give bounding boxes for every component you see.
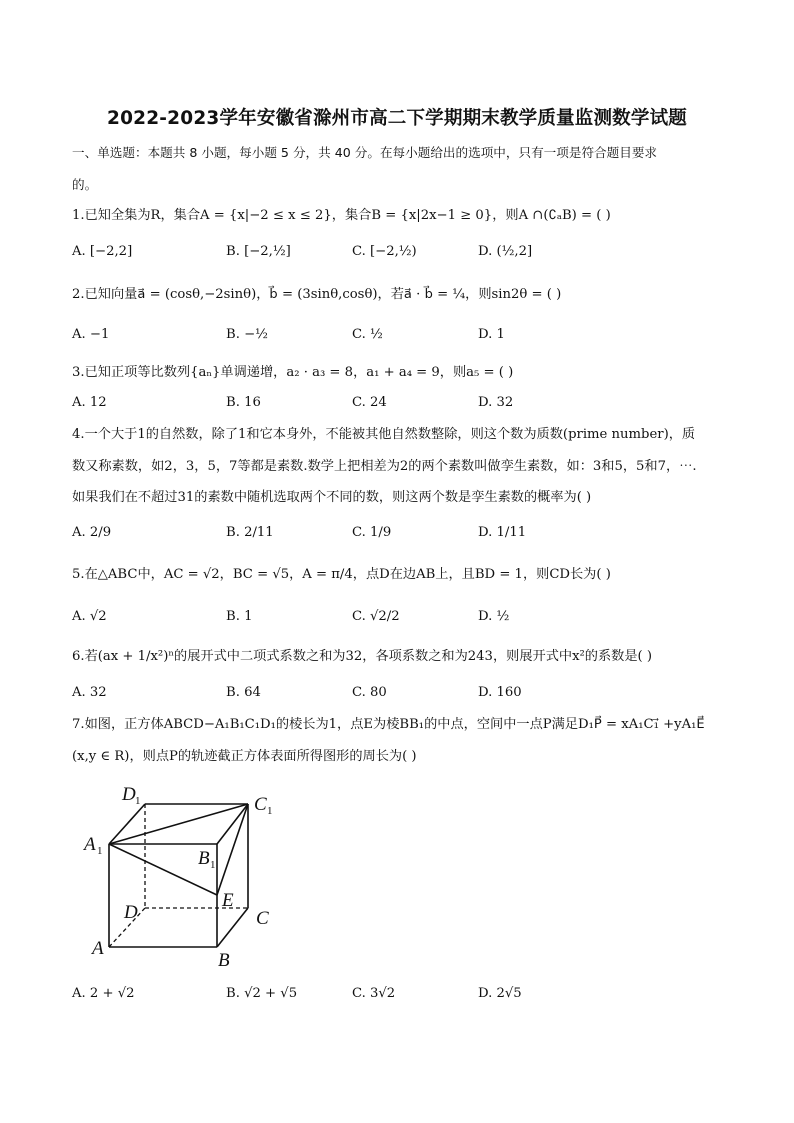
label-c1: C <box>254 794 267 815</box>
question-4-option-d[interactable]: D. 1/11 <box>478 525 527 540</box>
question-6-option-c[interactable]: C. 80 <box>352 685 387 700</box>
question-7-option-d[interactable]: D. 2√5 <box>478 986 522 1001</box>
question-7-option-b[interactable]: B. √2 + √5 <box>226 986 298 1001</box>
question-4-option-c[interactable]: C. 1/9 <box>352 525 392 540</box>
question-1-option-c[interactable]: C. [−2,½) <box>352 244 417 259</box>
question-5-text: 5.在△ABC中，AC = √2，BC = √5，A = π/4，点D在边AB上，且BD = 1，则CD长为( ) <box>72 567 611 582</box>
edge-bc <box>217 908 248 947</box>
question-6-option-b[interactable]: B. 64 <box>226 685 261 700</box>
label-d1: D <box>122 784 136 805</box>
label-a1: A <box>84 834 96 855</box>
question-6-text: 6.若(ax + 1/x²)ⁿ的展开式中二项式系数之和为32，各项系数之和为243，则展开式中x²的系数是( ) <box>72 649 653 664</box>
question-4-option-b[interactable]: B. 2/11 <box>226 525 274 540</box>
question-3-option-c[interactable]: C. 24 <box>352 395 387 410</box>
question-3-option-a[interactable]: A. 12 <box>72 395 107 410</box>
question-3-option-d[interactable]: D. 32 <box>478 395 514 410</box>
question-3-option-b[interactable]: B. 16 <box>226 395 261 410</box>
section-instructions-line-2: 的。 <box>72 177 98 192</box>
question-1-text: 1.已知全集为R，集合A = {x|−2 ≤ x ≤ 2}，集合B = {x|2x−1 ≥ 0}，则A ∩(∁ₐB) = ( ) <box>72 208 611 223</box>
question-3-text: 3.已知正项等比数列{aₙ}单调递增，a₂ · a₃ = 8，a₁ + a₄ = 9，则a₅ = ( ) <box>72 365 514 380</box>
label-b: B <box>218 950 230 971</box>
cube-diagram <box>82 782 282 972</box>
question-4-text-line-2: 数又称素数，如2，3，5，7等都是素数.数学上把相差为2的两个素数叫做孪生素数，如：3和5，5和7，⋯. <box>72 459 697 474</box>
question-2-text: 2.已知向量a⃗ = (cosθ,−2sinθ)，b⃗ = (3sinθ,cosθ)，若a⃗ · b⃗ = ¼，则sin2θ = ( ) <box>72 287 562 302</box>
question-4-option-a[interactable]: A. 2/9 <box>72 525 112 540</box>
question-7-text-line-2: (x,y ∈ R)，则点P的轨迹截正方体表面所得图形的周长为( ) <box>72 749 417 764</box>
page-title: 2022-2023学年安徽省滁州市高二下学期期末教学质量监测数学试题 <box>107 108 687 129</box>
question-7-option-c[interactable]: C. 3√2 <box>352 986 396 1001</box>
question-6-option-d[interactable]: D. 160 <box>478 685 522 700</box>
label-b1-sub: 1 <box>210 859 216 871</box>
segment-a1c1 <box>109 804 248 844</box>
question-5-option-c[interactable]: C. √2/2 <box>352 609 400 624</box>
question-5-option-b[interactable]: B. 1 <box>226 609 253 624</box>
question-1-option-a[interactable]: A. [−2,2] <box>72 244 133 259</box>
edge-b1c1 <box>217 804 248 844</box>
question-2-option-c[interactable]: C. ½ <box>352 327 383 342</box>
label-c1-sub: 1 <box>267 805 273 817</box>
label-b1: B <box>198 848 210 869</box>
question-1-option-b[interactable]: B. [−2,½] <box>226 244 291 259</box>
label-a1-sub: 1 <box>97 845 103 857</box>
question-4-text-line-1: 4.一个大于1的自然数，除了1和它本身外，不能被其他自然数整除，则这个数为质数(prime number)，质 <box>72 427 696 442</box>
label-d1-sub: 1 <box>135 795 141 807</box>
question-2-option-d[interactable]: D. 1 <box>478 327 505 342</box>
question-5-option-a[interactable]: A. √2 <box>72 609 107 624</box>
label-d: D <box>124 902 138 923</box>
question-5-option-d[interactable]: D. ½ <box>478 609 510 624</box>
label-a: A <box>92 938 104 959</box>
label-c: C <box>256 908 269 929</box>
question-2-option-a[interactable]: A. −1 <box>72 327 110 342</box>
cube-figure <box>82 782 282 972</box>
question-7-text-line-1: 7.如图，正方体ABCD−A₁B₁C₁D₁的棱长为1，点E为棱BB₁的中点，空间中一点P满足D₁P⃗ = xA₁C₁⃗ +yA₁E⃗ <box>72 717 705 732</box>
question-4-text-line-3: 如果我们在不超过31的素数中随机选取两个不同的数，则这两个数是孪生素数的概率为( ) <box>72 490 592 505</box>
question-6-option-a[interactable]: A. 32 <box>72 685 107 700</box>
section-instructions-line-1: 一、单选题：本题共 8 小题，每小题 5 分，共 40 分。在每小题给出的选项中，只有一项是符合题目要求 <box>72 145 658 160</box>
question-2-option-b[interactable]: B. −½ <box>226 327 268 342</box>
label-e: E <box>222 890 234 911</box>
question-7-option-a[interactable]: A. 2 + √2 <box>72 986 135 1001</box>
segment-c1e <box>217 804 248 895</box>
question-1-option-d[interactable]: D. (½,2] <box>478 244 533 259</box>
